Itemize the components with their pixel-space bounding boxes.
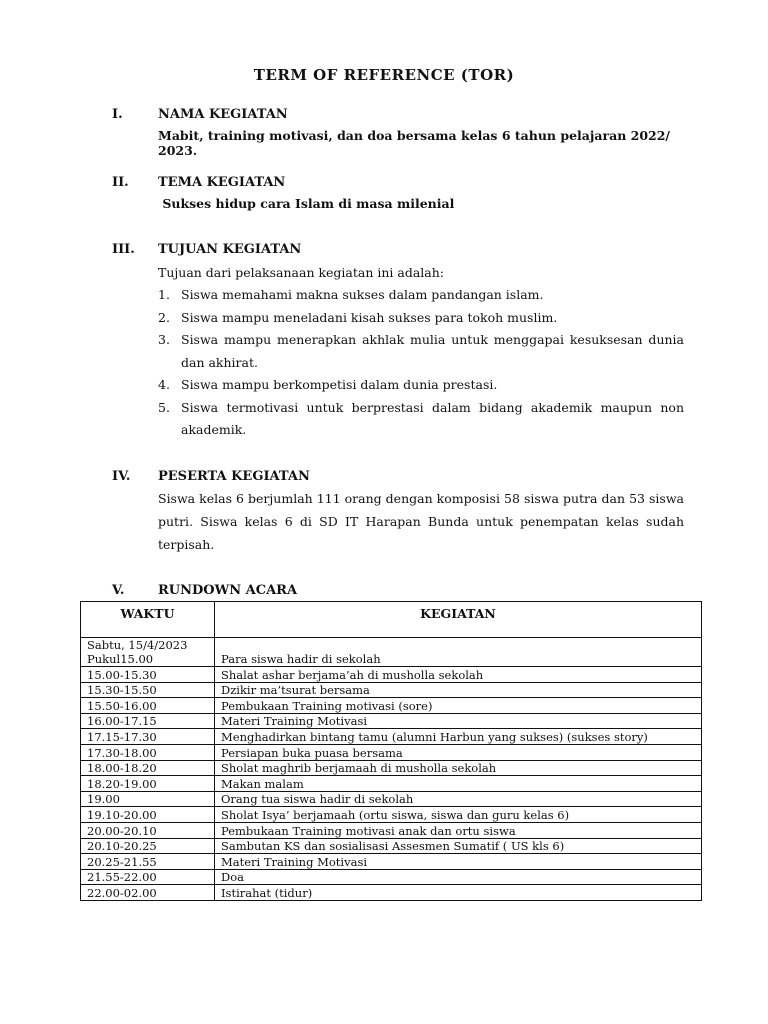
item-number: 2. — [158, 309, 170, 325]
cell-kegiatan: Makan malam — [215, 776, 702, 792]
table-row — [81, 713, 702, 729]
cell-kegiatan: Pembukaan Training motivasi anak dan ortu siswa — [215, 822, 702, 838]
cell-kegiatan: Istirahat (tidur) — [215, 885, 702, 901]
table-row — [81, 667, 702, 683]
item-text: Siswa mampu menerapkan akhlak mulia untuk menggapai kesuksesan dunia dan akhirat. — [181, 332, 684, 370]
table-row — [81, 698, 702, 714]
table-row — [81, 729, 702, 745]
list-item — [158, 307, 684, 330]
section-heading — [112, 580, 692, 600]
section-number: III. — [112, 241, 135, 257]
cell-waktu: 16.00-17.15 — [81, 713, 215, 729]
item-number: 3. — [158, 332, 170, 347]
item-text: Siswa mampu meneladani kisah sukses para tokoh muslim. — [181, 309, 558, 325]
list-item — [158, 374, 684, 397]
section-title: RUNDOWN ACARA — [158, 582, 298, 598]
section-number: IV. — [112, 468, 131, 484]
table-row — [81, 638, 702, 667]
table-row — [81, 854, 702, 870]
table-row — [81, 838, 702, 854]
table-header-row — [81, 602, 702, 638]
section-title: PESERTA KEGIATAN — [158, 468, 310, 484]
section-number: I. — [112, 106, 123, 122]
table-row — [81, 807, 702, 823]
section-title: TUJUAN KEGIATAN — [158, 241, 302, 257]
section-nama-kegiatan — [112, 104, 692, 158]
section-peserta-kegiatan — [112, 466, 692, 556]
section-tema-kegiatan — [112, 172, 692, 211]
section-heading — [112, 104, 692, 124]
cell-kegiatan: Sholat maghrib berjamaah di musholla sekolah — [215, 760, 702, 776]
column-header-waktu: WAKTU — [81, 602, 215, 638]
cell-waktu: 22.00-02.00 — [81, 885, 215, 901]
cell-waktu: 17.30-18.00 — [81, 744, 215, 760]
cell-waktu: 15.00-15.30 — [81, 667, 215, 683]
table-row — [81, 869, 702, 885]
document-title: TERM OF REFERENCE (TOR) — [253, 66, 515, 84]
cell-waktu: 15.50-16.00 — [81, 698, 215, 714]
list-item — [158, 329, 684, 374]
item-text: Siswa memahami makna sukses dalam pandangan islam. — [181, 287, 544, 302]
cell-time: Pukul15.00 — [87, 652, 154, 666]
column-header-kegiatan: KEGIATAN — [215, 602, 702, 638]
cell-waktu: 18.20-19.00 — [81, 776, 215, 792]
cell-waktu: 21.55-22.00 — [81, 869, 215, 885]
table-row — [81, 744, 702, 760]
cell-kegiatan: Materi Training Motivasi — [215, 713, 702, 729]
section-rundown-acara — [112, 580, 692, 600]
section-number: II. — [112, 174, 129, 190]
rundown-table — [80, 601, 702, 901]
table-row — [81, 885, 702, 901]
cell-kegiatan: Dzikir ma’tsurat bersama — [215, 682, 702, 698]
item-text: Siswa mampu berkompetisi dalam dunia prestasi. — [181, 377, 498, 392]
cell-kegiatan: Sambutan KS dan sosialisasi Assesmen Sumatif ( US kls 6) — [215, 838, 702, 854]
cell-waktu: 17.15-17.30 — [81, 729, 215, 745]
item-number: 1. — [158, 287, 170, 302]
goals-intro: Tujuan dari pelaksanaan kegiatan ini adalah: — [158, 265, 445, 280]
cell-kegiatan: Persiapan buka puasa bersama — [215, 744, 702, 760]
section-heading — [112, 466, 692, 486]
participants-text: Siswa kelas 6 berjumlah 111 orang dengan komposisi 58 siswa putra dan 53 siswa putri. Siswa kelas 6 di SD IT Harapan Bunda untuk penempatan kelas sudah terpisah. — [158, 491, 684, 552]
section-heading — [112, 239, 692, 259]
table-row — [81, 682, 702, 698]
cell-kegiatan: Materi Training Motivasi — [215, 854, 702, 870]
cell-kegiatan: Sholat Isya’ berjamaah (ortu siswa, siswa dan guru kelas 6) — [215, 807, 702, 823]
table-row — [81, 760, 702, 776]
section-body: Sukses hidup cara Islam di masa milenial — [158, 196, 455, 211]
section-tujuan-kegiatan — [112, 239, 692, 442]
item-number: 5. — [158, 399, 170, 415]
cell-kegiatan: Menghadirkan bintang tamu (alumni Harbun yang sukses) (sukses story) — [215, 729, 702, 745]
cell-waktu: 15.30-15.50 — [81, 682, 215, 698]
table-row — [81, 776, 702, 792]
section-body: Mabit, training motivasi, dan doa bersama kelas 6 tahun pelajaran 2022/ 2023. — [158, 128, 670, 158]
table-row — [81, 791, 702, 807]
section-body — [158, 261, 692, 442]
section-title: NAMA KEGIATAN — [158, 106, 288, 122]
item-number: 4. — [158, 377, 170, 392]
cell-date: Sabtu, 15/4/2023 — [87, 638, 188, 652]
cell-waktu: 18.00-18.20 — [81, 760, 215, 776]
cell-kegiatan: Orang tua siswa hadir di sekolah — [215, 791, 702, 807]
cell-kegiatan: Doa — [215, 869, 702, 885]
list-item — [158, 284, 684, 307]
section-heading — [112, 172, 692, 192]
item-text: Siswa termotivasi untuk berprestasi dalam bidang akademik maupun non akademik. — [181, 399, 684, 437]
cell-kegiatan: Shalat ashar berjama’ah di musholla sekolah — [215, 667, 702, 683]
cell-waktu: 19.10-20.00 — [81, 807, 215, 823]
goals-list — [158, 284, 684, 442]
list-item — [158, 397, 684, 442]
cell-waktu: 19.00 — [81, 791, 215, 807]
cell-waktu: 20.25-21.55 — [81, 854, 215, 870]
cell-kegiatan: Pembukaan Training motivasi (sore) — [215, 698, 702, 714]
cell-kegiatan: Para siswa hadir di sekolah — [215, 638, 702, 667]
cell-waktu: 20.00-20.10 — [81, 822, 215, 838]
cell-waktu: 20.10-20.25 — [81, 838, 215, 854]
section-number: V. — [112, 582, 125, 598]
section-title: TEMA KEGIATAN — [158, 174, 286, 190]
section-body — [158, 487, 692, 556]
cell-waktu — [81, 638, 215, 667]
table-row — [81, 822, 702, 838]
